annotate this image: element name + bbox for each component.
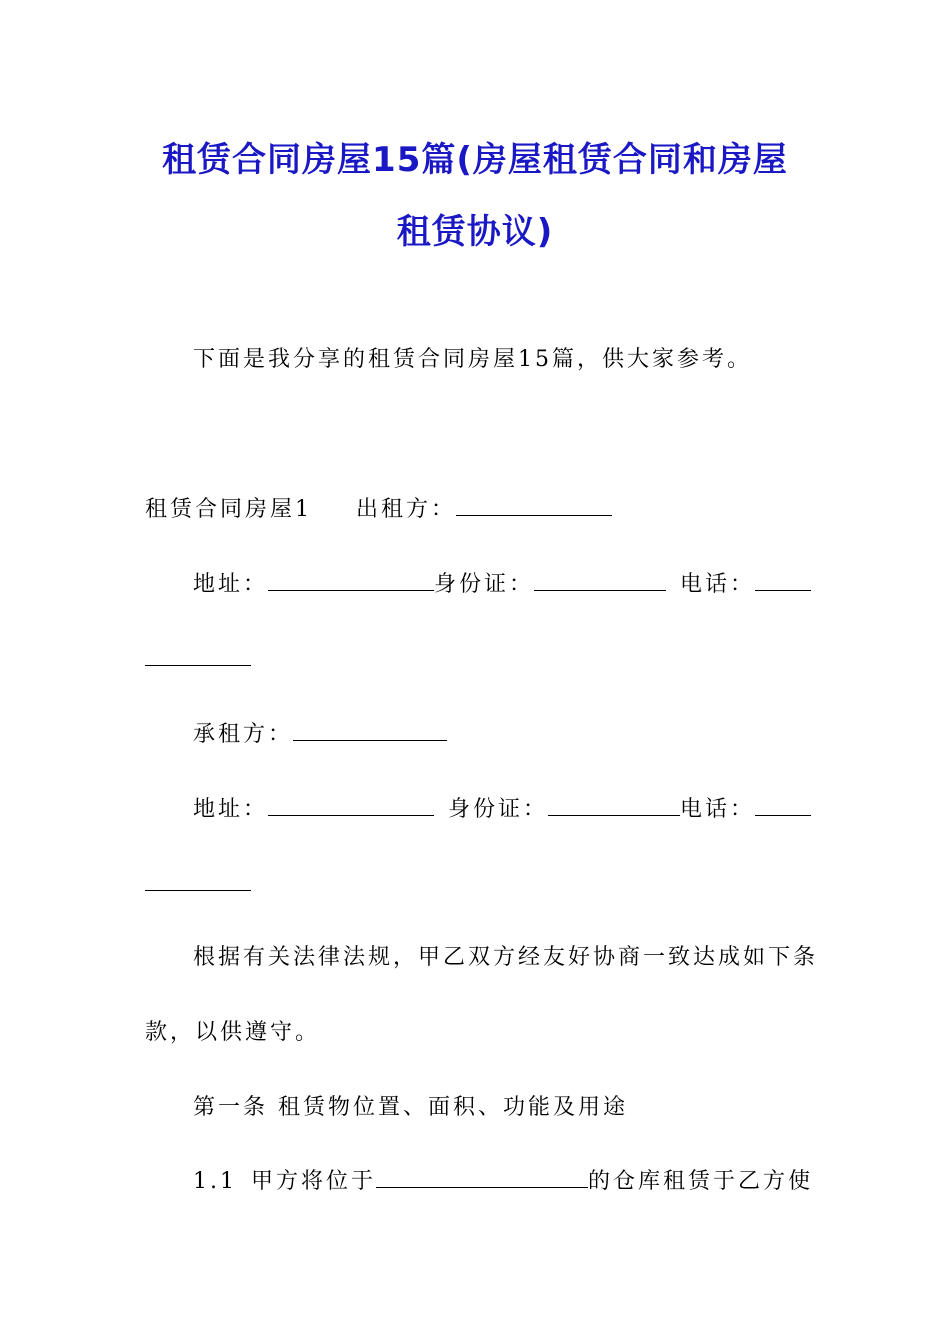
basis-paragraph-line-1: 根据有关法律法规，甲乙双方经友好协商一致达成如下条 xyxy=(193,945,819,970)
lessee-line xyxy=(193,720,447,750)
clause-1-1 xyxy=(193,1167,813,1197)
lessee-name-blank xyxy=(293,722,447,741)
clause-text-a: 甲方将位于 xyxy=(251,1169,377,1194)
lessee-id-blank xyxy=(548,797,680,816)
lessor-label: 出租方： xyxy=(356,497,457,522)
article-1-heading: 第一条 租赁物位置、面积、功能及用途 xyxy=(193,1095,628,1120)
lessor-id-label: 身份证： xyxy=(434,572,535,597)
clause-text-b: 的仓库租赁于乙方使 xyxy=(588,1169,814,1194)
lessor-address-label: 地址： xyxy=(193,572,269,597)
document-title-line-1: 租赁合同房屋15篇(房屋租赁合同和房屋 xyxy=(162,140,788,180)
lessee-phone-continuation xyxy=(145,870,251,900)
document-title-line-2: 租赁协议) xyxy=(396,212,554,252)
lessor-phone-continuation xyxy=(145,645,251,675)
lessee-phone-blank-cont xyxy=(145,872,251,891)
lessee-address-blank xyxy=(268,797,434,816)
lessee-label: 承租方： xyxy=(193,722,294,747)
lessee-address-label: 地址： xyxy=(193,797,269,822)
lessee-phone-blank xyxy=(755,797,811,816)
lessee-contact-line xyxy=(193,795,811,825)
lessee-id-label: 身份证： xyxy=(448,797,549,822)
lessor-id-blank xyxy=(534,572,666,591)
lessor-line xyxy=(145,495,612,525)
lessor-address-blank xyxy=(268,572,434,591)
lessor-phone-blank xyxy=(755,572,811,591)
warehouse-location-blank xyxy=(376,1169,588,1188)
contract-heading: 租赁合同房屋1 xyxy=(145,497,312,522)
clause-number: 1.1 xyxy=(193,1169,237,1194)
lessor-name-blank xyxy=(456,497,612,516)
lessee-phone-label: 电话： xyxy=(680,797,756,822)
lessor-phone-blank-cont xyxy=(145,647,251,666)
lessor-contact-line xyxy=(193,570,811,600)
intro-paragraph: 下面是我分享的租赁合同房屋15篇，供大家参考。 xyxy=(193,347,752,372)
lessor-phone-label: 电话： xyxy=(680,572,756,597)
basis-paragraph-line-2: 款，以供遵守。 xyxy=(145,1020,321,1045)
